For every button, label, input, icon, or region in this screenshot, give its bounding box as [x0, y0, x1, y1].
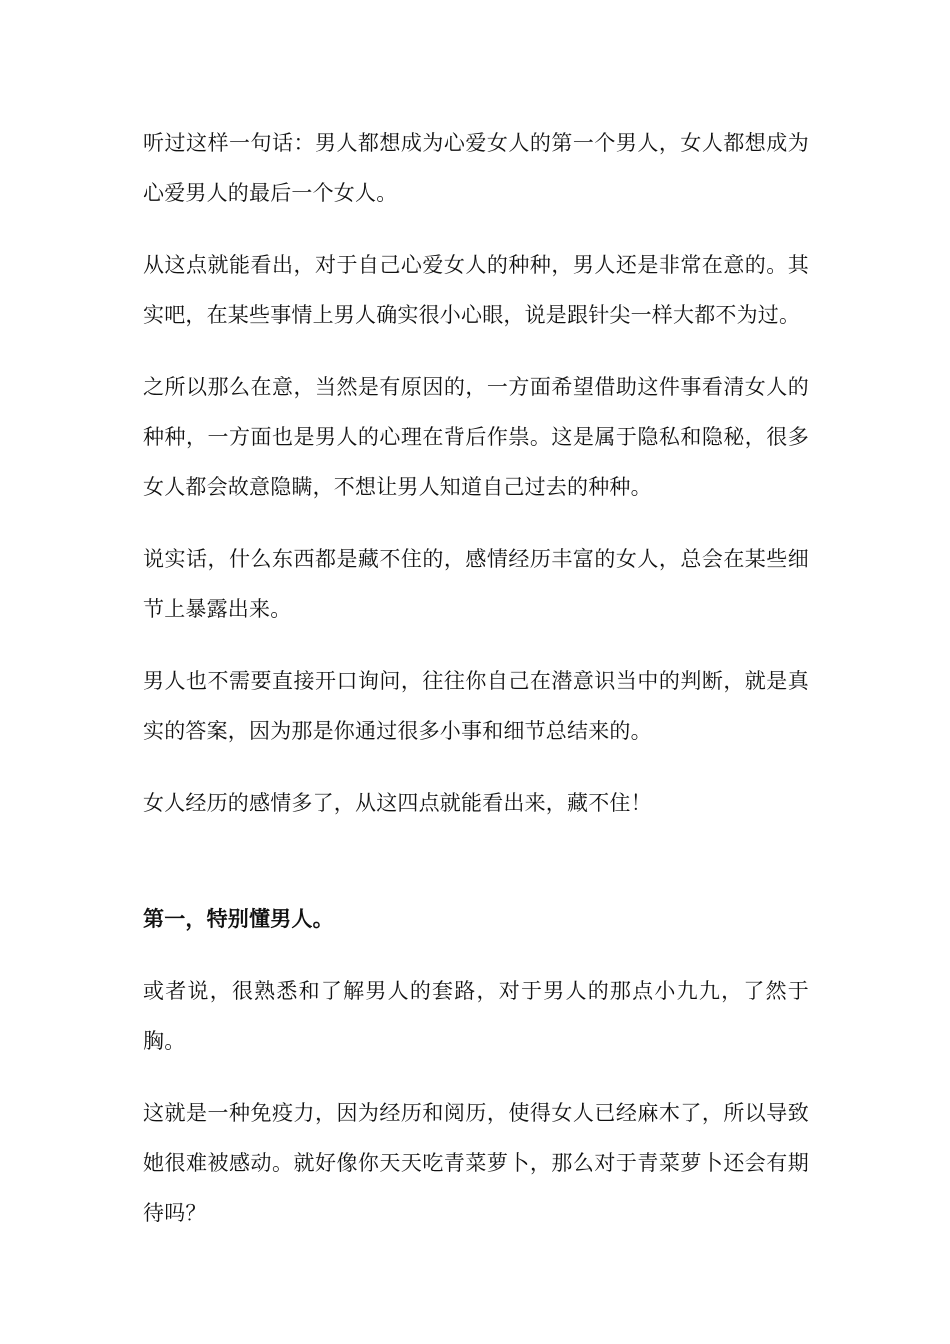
- article-body: [143, 118, 809, 1260]
- section-heading: 第一，特别懂男人。: [143, 907, 334, 931]
- paragraph: 从这点就能看出，对于自己心爱女人的种种，男人还是非常在意的。其实吧，在某些事情上男人确实很小心眼，说是跟针尖一样大都不为过。: [143, 253, 809, 327]
- paragraph: 这就是一种免疫力，因为经历和阅历，使得女人已经麻木了，所以导致她很难被感动。就好像你天天吃青菜萝卜，那么对于青菜萝卜还会有期待吗？: [143, 1101, 809, 1225]
- paragraph: 之所以那么在意，当然是有原因的，一方面希望借助这件事看清女人的种种，一方面也是男人的心理在背后作祟。这是属于隐私和隐秘，很多女人都会故意隐瞒，不想让男人知道自己过去的种种。: [143, 375, 809, 499]
- paragraph: 听过这样一句话：男人都想成为心爱女人的第一个男人，女人都想成为心爱男人的最后一个女人。: [143, 131, 809, 205]
- paragraph: 或者说，很熟悉和了解男人的套路，对于男人的那点小九九，了然于胸。: [143, 979, 809, 1053]
- paragraph: 男人也不需要直接开口询问，往往你自己在潜意识当中的判断，就是真实的答案，因为那是你通过很多小事和细节总结来的。: [143, 669, 809, 743]
- paragraph: 说实话，什么东西都是藏不住的，感情经历丰富的女人，总会在某些细节上暴露出来。: [143, 547, 809, 621]
- paragraph: 女人经历的感情多了，从这四点就能看出来，藏不住！: [143, 791, 652, 815]
